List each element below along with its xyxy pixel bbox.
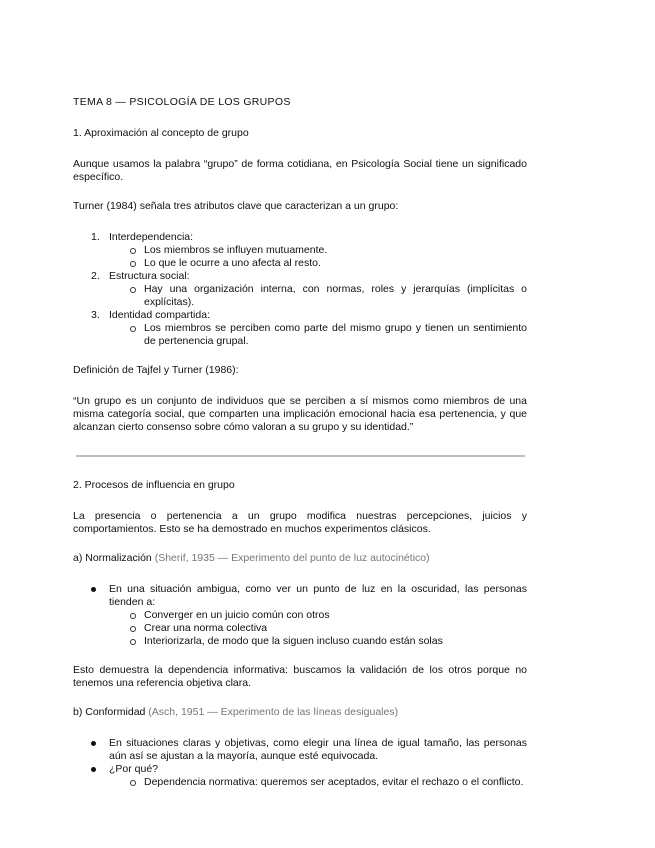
circle-bullet-icon <box>130 248 136 254</box>
section-2-intro: La presencia o pertenencia a un grupo modifica nuestras percepciones, juicios y comportamientos. Esto se ha demostrado en muchos experimentos clásicos. <box>73 510 527 535</box>
attribute-label: Estructura social: <box>109 270 190 282</box>
attribute-subitem-text: Lo que le ocurre a uno afecta al resto. <box>144 257 321 269</box>
section-2-heading: 2. Procesos de influencia en grupo <box>73 479 235 491</box>
list-item <box>73 737 527 763</box>
attribute-subitem <box>73 283 527 309</box>
subsection-a-reference: (Sherif, 1935 — Experimento del punto de luz autocinético) <box>154 552 430 564</box>
attribute-label: Interdependencia: <box>109 231 194 243</box>
definition-label: Definición de Tajfel y Turner (1986): <box>73 364 239 376</box>
list-item <box>73 763 527 776</box>
subsection-b-label: b) Conformidad <box>73 706 146 718</box>
section-1-intro: Aunque usamos la palabra “grupo” de forma cotidiana, en Psicología Social tiene un significado específico. <box>73 158 527 183</box>
list-item-text: En situaciones claras y objetivas, como elegir una línea de igual tamaño, las personas aún así se ajustan a la mayoría, aunque esté equivocada. <box>109 737 527 762</box>
subsection-a-list <box>73 583 527 648</box>
attribute-subitem-text: Los miembros se perciben como parte del mismo grupo y tienen un sentimiento de pertenencia grupal. <box>144 322 527 347</box>
circle-bullet-icon <box>130 626 136 632</box>
attribute-subitem <box>73 244 527 257</box>
circle-bullet-icon <box>130 326 136 332</box>
list-subitem <box>73 776 527 789</box>
list-item <box>73 583 527 609</box>
group-attributes-list <box>73 231 527 348</box>
list-subitem <box>73 635 527 648</box>
attribute-number: 2. <box>91 270 100 282</box>
document-title: TEMA 8 — PSICOLOGÍA DE LOS GRUPOS <box>73 96 291 108</box>
attribute-label: Identidad compartida: <box>109 309 210 321</box>
attribute-subitem <box>73 322 527 348</box>
subsection-b-heading <box>73 706 527 719</box>
circle-bullet-icon <box>130 639 136 645</box>
list-subitem-text: Converger en un juicio común con otros <box>144 609 330 621</box>
attribute-subitem <box>73 257 527 270</box>
subsection-b-list <box>73 737 527 789</box>
attribute-number: 3. <box>91 309 100 321</box>
document-page <box>73 96 527 789</box>
list-subitem <box>73 609 527 622</box>
subsection-a-conclusion: Esto demuestra la dependencia informativa: buscamos la validación de los otros porque no tenemos una referencia objetiva clara. <box>73 664 527 689</box>
circle-bullet-icon <box>130 780 136 786</box>
circle-bullet-icon <box>130 613 136 619</box>
circle-bullet-icon <box>130 261 136 267</box>
subsection-a-heading <box>73 552 527 565</box>
list-item-text: En una situación ambigua, como ver un punto de luz en la oscuridad, las personas tienden a: <box>109 583 527 608</box>
definition-quote: “Un grupo es un conjunto de individuos que se perciben a sí mismos como miembros de una misma categoría social, que comparten una implicación emocional hacia esa pertenencia, y que alcanzan cierto consenso sobre cómo valoran a su grupo y su identidad.” <box>73 395 527 433</box>
list-subitem-text: Interiorizarla, de modo que la siguen incluso cuando están solas <box>144 635 443 647</box>
list-subitem-text: Crear una norma colectiva <box>144 622 268 634</box>
attribute-item <box>73 231 527 244</box>
list-item-text: ¿Por qué? <box>109 763 159 775</box>
subsection-b-reference: (Asch, 1951 — Experimento de las líneas desiguales) <box>148 706 399 718</box>
bullet-dot-icon <box>91 587 96 592</box>
list-subitem <box>73 622 527 635</box>
list-subitem-text: Dependencia normativa: queremos ser aceptados, evitar el rechazo o el conflicto. <box>144 776 524 788</box>
attribute-subitem-text: Hay una organización interna, con normas, roles y jerarquías (implícitas o explícitas). <box>144 283 527 308</box>
section-1-heading: 1. Aproximación al concepto de grupo <box>73 127 249 139</box>
subsection-a-label: a) Normalización <box>73 552 152 564</box>
attribute-item <box>73 270 527 283</box>
attribute-subitem-text: Los miembros se influyen mutuamente. <box>144 244 328 256</box>
bullet-dot-icon <box>91 767 96 772</box>
attribute-number: 1. <box>91 231 100 243</box>
bullet-dot-icon <box>91 741 96 746</box>
section-divider <box>76 455 525 457</box>
circle-bullet-icon <box>130 287 136 293</box>
attribute-item <box>73 309 527 322</box>
section-1-turner-text: Turner (1984) señala tres atributos clave que caracterizan a un grupo: <box>73 200 399 212</box>
